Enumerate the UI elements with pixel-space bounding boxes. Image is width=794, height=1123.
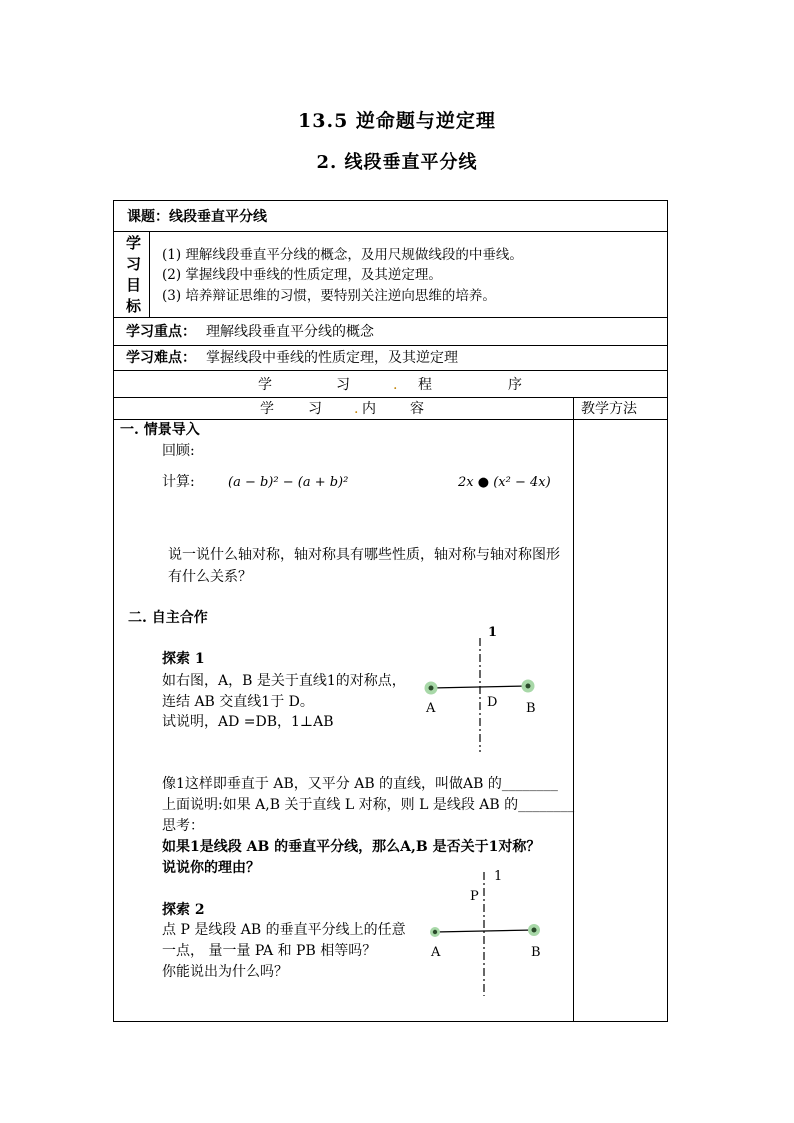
content-char: 容 <box>410 401 424 417</box>
procedure-char: 序 <box>508 377 522 393</box>
fig1-label-d: D <box>487 695 498 710</box>
fig1-label-a: A <box>426 701 436 716</box>
key-text: 理解线段垂直平分线的概念 <box>206 324 374 340</box>
key-label: 学习重点： <box>126 324 196 340</box>
topic-label: 课题： <box>127 209 169 225</box>
fig2-label-b: B <box>531 945 541 960</box>
procedure-char: 学 <box>258 377 272 393</box>
goal-item: (3) 培养辩证思维的习惯，要特别关注逆向思维的培养。 <box>162 288 496 304</box>
question-line: 说一说什么轴对称，轴对称具有哪些性质，轴对称与轴对称图形 <box>168 547 560 563</box>
explore1-line: 如右图，A，B 是关于直线1的对称点， <box>162 673 406 689</box>
expression-2: 2x ● (x² − 4x) <box>458 475 551 490</box>
fig1-line-label: 1 <box>488 625 498 640</box>
document-subtitle: 2. 线段垂直平分线 <box>316 152 478 173</box>
goals-label-char: 标 <box>126 297 142 315</box>
difficulty-label: 学习难点： <box>126 350 196 366</box>
explore2-line: 你能说出为什么吗？ <box>162 964 288 980</box>
think-label: 思考： <box>162 818 204 834</box>
fig2-point-a <box>433 930 437 934</box>
fig1-point-b <box>526 684 531 689</box>
content-char: 内 <box>362 401 376 417</box>
bold-question: 说说你的理由？ <box>162 860 260 876</box>
goal-item: (1) 理解线段垂直平分线的概念，及用尺规做线段的中垂线。 <box>162 247 523 263</box>
goal-item: (2) 掌握线段中垂线的性质定理，及其逆定理。 <box>162 267 442 283</box>
explore1-line: 连结 AB 交直线1于 D。 <box>162 694 314 710</box>
content-dot: . <box>354 401 359 417</box>
review-label: 回顾: <box>162 443 195 459</box>
fig2-point-b <box>532 928 537 933</box>
content-char: 习 <box>308 401 322 417</box>
explore1-line: 试说明，AD =DB，1⊥AB <box>162 714 334 730</box>
fig1-label-b: B <box>526 701 536 716</box>
fig2-line-label: 1 <box>494 869 503 884</box>
fig2-label-p: P <box>470 889 479 904</box>
section1-heading: 一. 情景导入 <box>120 422 200 438</box>
definition-line: 上面说明:如果 A,B 关于直线 L 对称，则 L 是线段 AB 的________ <box>162 797 575 813</box>
question-line: 有什么关系？ <box>168 569 252 585</box>
method-header: 教学方法 <box>581 401 637 417</box>
goals-label-char: 目 <box>126 276 142 294</box>
content-char: 学 <box>260 401 274 417</box>
fig1-point-a <box>429 686 434 691</box>
calc-label: 计算: <box>162 474 195 490</box>
goals-label-char: 学 <box>126 234 142 252</box>
difficulty-text: 掌握线段中垂线的性质定理，及其逆定理 <box>206 350 458 366</box>
expression-1: (a − b)² − (a + b)² <box>228 475 349 490</box>
explore2-line: 一点， 量一量 PA 和 PB 相等吗？ <box>162 943 377 959</box>
definition-line: 像1这样即垂直于 AB，又平分 AB 的直线，叫做AB 的________ <box>162 776 558 792</box>
fig2-label-a: A <box>431 945 441 960</box>
document-title: 13.5 逆命题与逆定理 <box>298 110 496 132</box>
explore2-line: 点 P 是线段 AB 的垂直平分线上的任意 <box>162 922 406 938</box>
section2-heading: 二. 自主合作 <box>128 610 208 626</box>
explore2-title: 探索 2 <box>162 902 205 918</box>
bold-question: 如果1是线段 AB 的垂直平分线，那么A,B 是否关于1对称？ <box>162 839 541 855</box>
goals-label-char: 习 <box>126 255 142 273</box>
procedure-dot: . <box>393 377 398 393</box>
topic-value: 线段垂直平分线 <box>169 209 267 225</box>
explore1-title: 探索 1 <box>162 651 205 667</box>
procedure-char: 习 <box>336 377 350 393</box>
procedure-char: 程 <box>418 377 432 393</box>
